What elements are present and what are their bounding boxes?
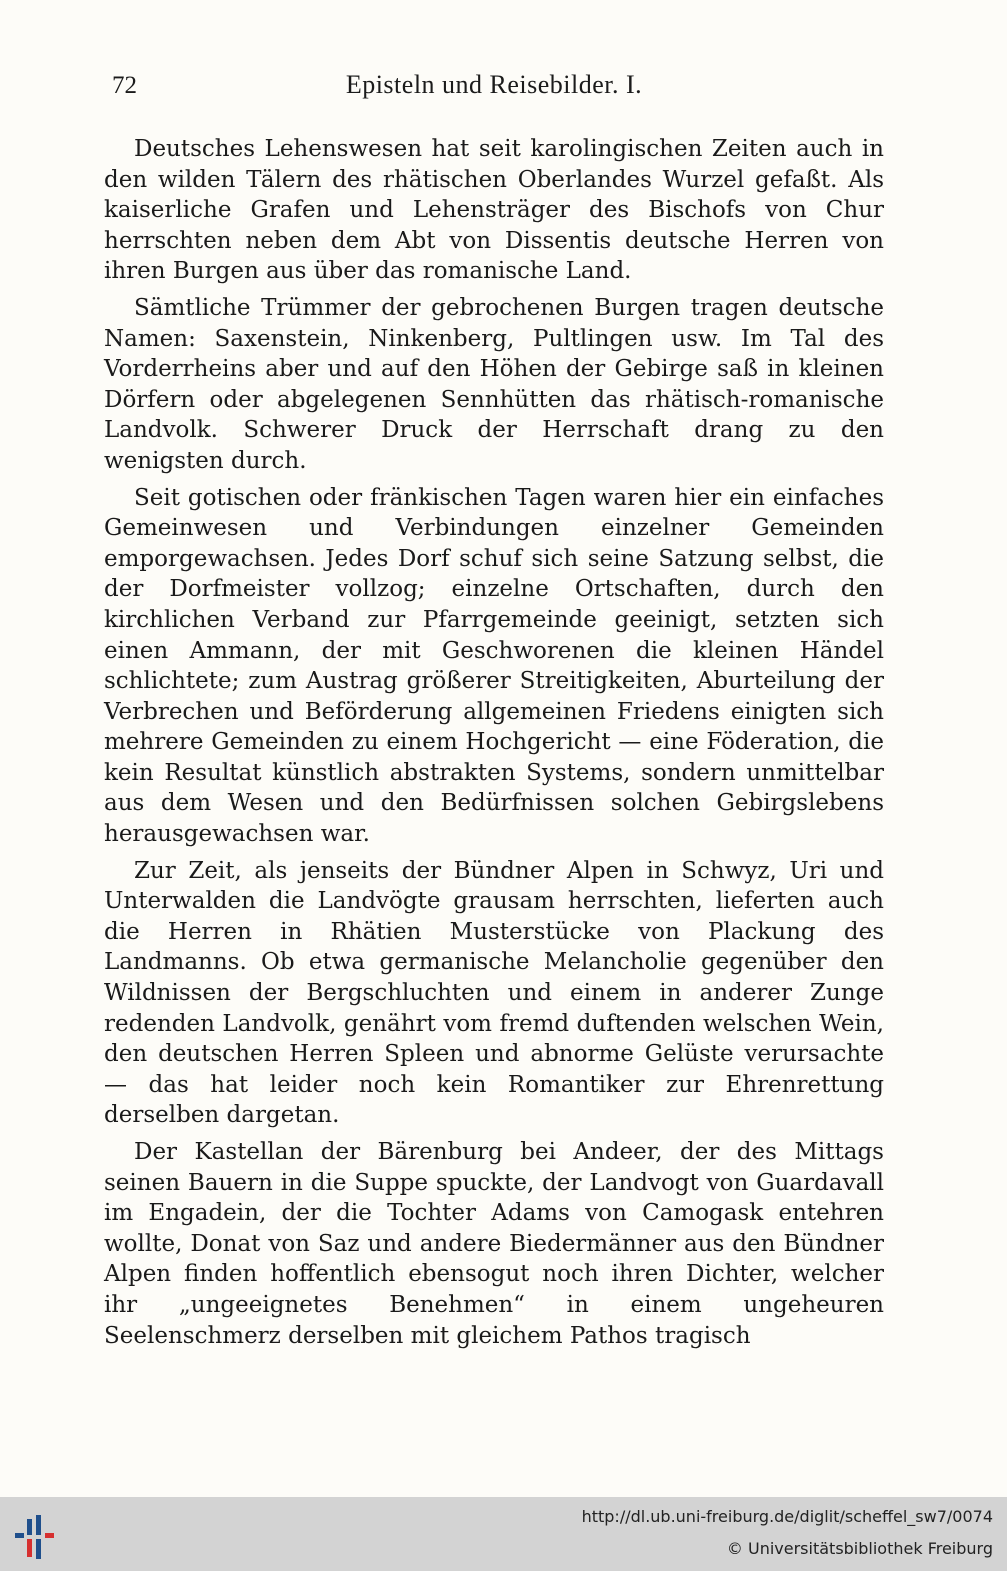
paragraph-3: Seit gotischen oder fränkischen Tagen waren hier ein einfaches Gemeinwesen und Verbindungen einzelner Gemeinden emporgewachsen. Jedes Dorf schuf sich seine Satzung selbst, die der Dorfmeister vollzog; einzelne Ortschaften, durch den kirchlichen Verband zur Pfarrgemeinde geeinigt, setzten sich einen Ammann, der mit Geschworenen die kleinen Händel schlichtete; zum Austrag größerer Streitigkeiten, Aburteilung der Verbrechen und Beförderung allgemeinen Friedens einigten sich mehrere Gemeinden zu einem Hochgericht — eine Föderation, die kein Resultat künstlich abstrakten Systems, sondern unmittelbar aus dem Wesen und den Bedürfnissen solchen Gebirgslebens herausgewachsen war. bbox=[104, 484, 884, 848]
paragraph-5: Der Kastellan der Bärenburg bei Andeer, der des Mittags seinen Bauern in die Suppe spuckte, der Landvogt von Guardavall im Engadein, der die Tochter Adams von Camogask entehren wollte, Donat von Saz und andere Biedermänner aus den Bündner Alpen finden hoffentlich ebensogut noch ihren Dichter, welcher ihr „ungeeignetes Benehmen“ in einem ungeheuren Seelenschmerz derselben mit gleichem Pathos tragisch bbox=[104, 1139, 884, 1349]
body-text bbox=[104, 134, 884, 1357]
copyright-notice: © Universitätsbibliothek Freiburg bbox=[726, 1539, 993, 1558]
ub-freiburg-logo-icon bbox=[12, 1511, 62, 1561]
running-title: Episteln und Reisebilder. I. bbox=[345, 70, 643, 99]
paragraph-4: Zur Zeit, als jenseits der Bündner Alpen in Schwyz, Uri und Unterwalden die Landvögte grausam herrschten, lieferten auch die Herren in Rhätien Musterstücke von Plackung des Landmanns. Ob etwa germanische Melancholie gegenüber den Wildnissen der Bergschluchten und einem in anderer Zunge redenden Landvolk, genährt vom fremd duftenden welschen Wein, den deutschen Herren Spleen und abnorme Gelüste verursachte — das hat leider noch kein Romantiker zur Ehrenrettung derselben dargetan. bbox=[104, 857, 884, 1129]
source-url-link[interactable]: http://dl.ub.uni-freiburg.de/diglit/scheffel_sw7/0074 bbox=[581, 1507, 993, 1526]
page-number: 72 bbox=[112, 72, 137, 99]
paragraph-1: Deutsches Lehenswesen hat seit karolingischen Zeiten auch in den wilden Tälern des rhätischen Oberlandes Wurzel gefaßt. Als kaiserliche Grafen und Lehensträger des Bischofs von Chur herrschten neben dem Abt von Dissentis deutsche Herren von ihren Burgen aus über das romanische Land. bbox=[104, 136, 884, 285]
running-head bbox=[104, 66, 884, 106]
library-footer bbox=[0, 1497, 1007, 1571]
paragraph-2: Sämtliche Trümmer der gebrochenen Burgen tragen deutsche Namen: Saxenstein, Ninkenberg, Pultlingen usw. Im Tal des Vorderrheins aber und auf den Höhen der Gebirge saß in kleinen Dörfern oder abgelegenen Sennhütten das rhätisch-romanische Landvolk. Schwerer Druck der Herrschaft drang zu den wenigsten durch. bbox=[104, 294, 884, 474]
